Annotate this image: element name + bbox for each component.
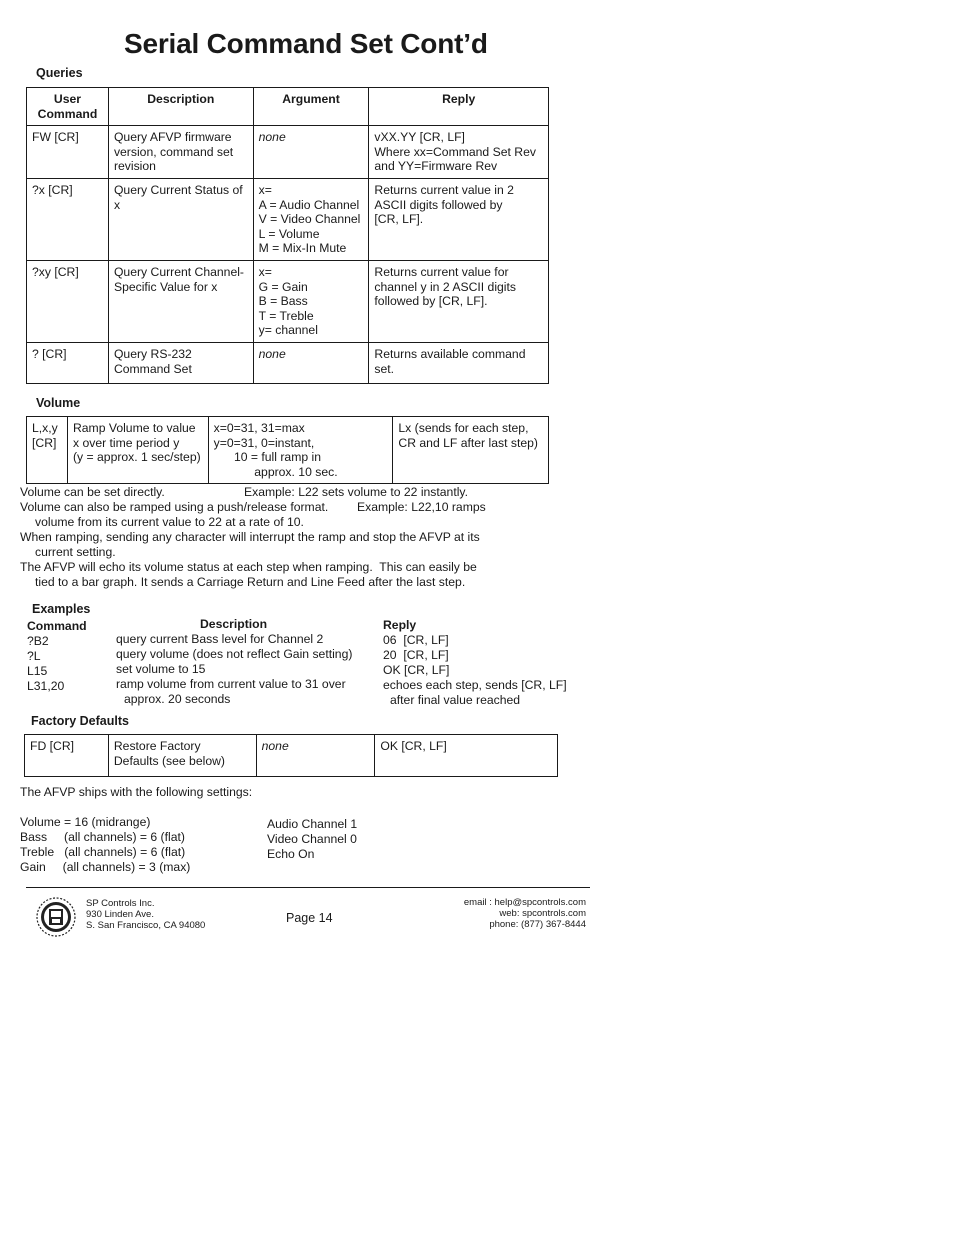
default-setting: Bass (all channels) = 6 (flat) [20,830,185,844]
example-reply: echoes each step, sends [CR, LF] [383,678,567,692]
cell-description: Ramp Volume to value x over time period y (y = approx. 1 sec/step) [67,417,208,484]
footer-email: email : help@spcontrols.com [463,897,586,908]
volume-note: Volume can also be ramped using a push/release format. [20,500,329,514]
footer-street: 930 Linden Ave. [86,909,154,920]
cell-description: Query AFVP firmware version, command set revision [108,126,253,179]
volume-note: When ramping, sending any character will interrupt the ramp and stop the AFVP at its [20,530,480,544]
volume-note: Example: L22 sets volume to 22 instantly. [244,485,469,499]
example-command: L15 [27,664,48,678]
volume-table [26,416,549,484]
example-command: ?B2 [27,634,49,648]
table-row [25,735,558,777]
table-header-row [27,88,549,126]
cell-reply: Returns current value for channel y in 2 ASCII digits followed by [CR, LF]. [369,260,549,342]
cell-command: ? [CR] [27,342,109,383]
cell-command: FW [CR] [27,126,109,179]
cell-description: Query RS-232 Command Set [108,342,253,383]
default-setting: Audio Channel 1 [267,817,358,831]
cell-argument: x= G = Gain B = Bass T = Treble y= channel [253,260,369,342]
volume-note: tied to a bar graph. It sends a Carriage Return and Line Feed after the last step. [35,575,466,589]
default-setting: Echo On [267,847,315,861]
example-description: query volume (does not reflect Gain setting) [116,647,353,661]
cell-description: Query Current Channel- Specific Value for x [108,260,253,342]
factory-defaults-table [24,734,558,777]
volume-note: The AFVP will echo its volume status at each step when ramping. This can easily be [20,560,477,574]
cell-command: ?x [CR] [27,178,109,260]
column-header-description: Description [108,88,253,126]
cell-argument: none [256,735,375,777]
table-row [27,260,549,342]
example-command: ?L [27,649,41,663]
cell-reply: Returns current value in 2 ASCII digits followed by [CR, LF]. [369,178,549,260]
volume-note: volume from its current value to 22 at a rate of 10. [35,515,304,529]
queries-table [26,87,549,384]
cell-command: L,x,y [CR] [27,417,68,484]
cell-reply: vXX.YY [CR, LF] Where xx=Command Set Rev and YY=Firmware Rev [369,126,549,179]
cell-command: ?xy [CR] [27,260,109,342]
cell-reply: Returns available command set. [369,342,549,383]
ships-with-text: The AFVP ships with the following settings: [20,785,253,799]
cell-reply: Lx (sends for each step, CR and LF after last step) [393,417,549,484]
example-description-continued: approx. 20 seconds [124,692,231,706]
cell-argument: none [253,126,369,179]
column-header-reply: Reply [369,88,549,126]
footer-divider [26,887,590,888]
example-reply: 20 [CR, LF] [383,648,449,662]
column-header-argument: Argument [253,88,369,126]
examples-heading: Examples [32,602,91,616]
example-reply: OK [CR, LF] [383,663,450,677]
table-row [27,417,549,484]
company-logo-icon [36,897,76,937]
examples-col-command: Command [27,619,87,633]
table-row [27,342,549,383]
column-header-user-command: User Command [27,88,109,126]
footer-phone: phone: (877) 367-8444 [489,919,586,930]
factory-defaults-heading: Factory Defaults [31,714,129,728]
footer-city: S. San Francisco, CA 94080 [86,920,206,931]
volume-note: Volume can be set directly. [20,485,165,499]
example-description: ramp volume from current value to 31 over [116,677,346,691]
cell-reply: OK [CR, LF] [375,735,558,777]
cell-argument: x=0=31, 31=max y=0=31, 0=instant, 10 = full ramp in approx. 10 sec. [208,417,393,484]
default-setting: Video Channel 0 [267,832,357,846]
examples-col-description: Description [200,617,268,631]
cell-command: FD [CR] [25,735,109,777]
page-title: Serial Command Set Cont’d [124,28,488,59]
example-reply: 06 [CR, LF] [383,633,449,647]
volume-note: Example: L22,10 ramps [357,500,486,514]
footer-web: web: spcontrols.com [499,908,586,919]
table-row [27,178,549,260]
cell-description: Query Current Status of x [108,178,253,260]
example-reply-continued: after final value reached [390,693,521,707]
default-setting: Volume = 16 (midrange) [20,815,151,829]
example-description: set volume to 15 [116,662,206,676]
table-row [27,126,549,179]
footer-company: SP Controls Inc. [86,898,155,909]
examples-col-reply: Reply [383,618,417,632]
cell-description: Restore Factory Defaults (see below) [108,735,256,777]
page-number: Page 14 [286,911,333,925]
example-description: query current Bass level for Channel 2 [116,632,324,646]
volume-heading: Volume [36,396,81,410]
cell-argument: x= A = Audio Channel V = Video Channel L = Volume M = Mix-In Mute [253,178,369,260]
default-setting: Treble (all channels) = 6 (flat) [20,845,186,859]
example-command: L31,20 [27,679,65,693]
volume-note: current setting. [35,545,116,559]
cell-argument: none [253,342,369,383]
queries-heading: Queries [36,66,83,80]
default-setting: Gain (all channels) = 3 (max) [20,860,191,874]
